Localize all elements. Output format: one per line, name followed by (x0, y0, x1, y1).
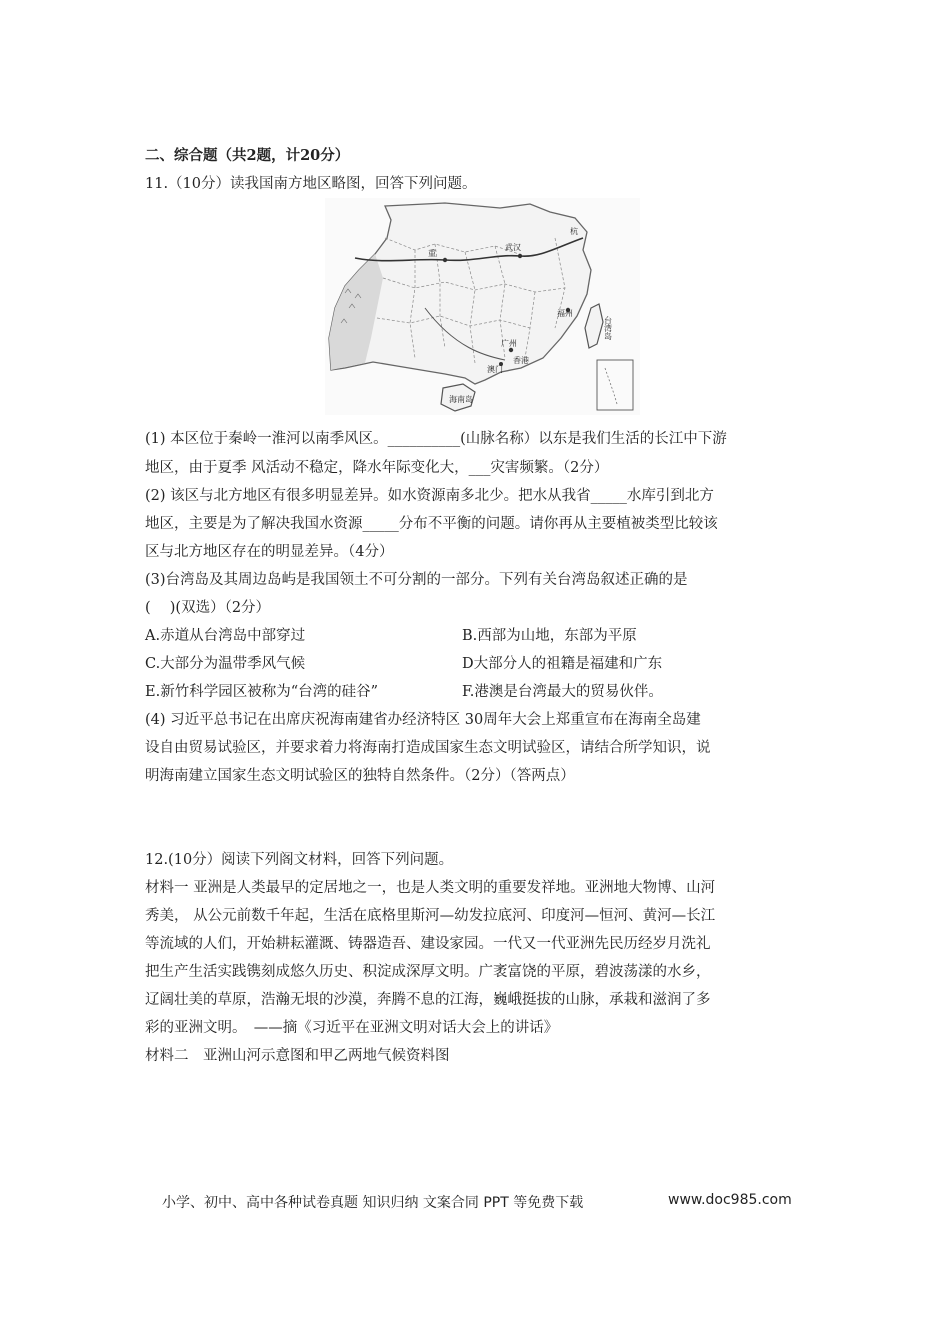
q11-part4-line3: 明海南建立国家生态文明试验区的独特自然条件。（2分）（答两点） (145, 768, 575, 784)
map-label-fuzhou: 福州 (557, 309, 573, 318)
q12-material1-line1: 材料一 亚洲是人类最早的定居地之一，也是人类文明的重要发祥地。亚洲地大物博、山河 (145, 880, 716, 896)
footer-url[interactable]: www.doc985.com (668, 1192, 792, 1208)
q12-material2: 材料二 亚洲山河示意图和甲乙两地气候资料图 (145, 1048, 450, 1064)
q11-part4-line2: 设自由贸易试验区，并要求着力将海南打造成国家生态文明试验区，请结合所学知识，说 (145, 740, 711, 756)
q11-part2-line2: 地区，主要是为了解决我国水资源_____分布不平衡的问题。请你再从主要植被类型比较该 (145, 516, 718, 532)
option-b: B.西部为山地，东部为平原 (462, 628, 637, 644)
option-c: C.大部分为温带季风气候 (145, 656, 306, 672)
question-11-stem: 11.（10分）读我国南方地区略图，回答下列问题。 (145, 176, 477, 192)
q12-material1-line6: 彩的亚洲文明。 ——摘《习近平在亚洲文明对话大会上的讲话》 (145, 1020, 559, 1036)
footer-text: 小学、初中、高中各种试卷真题 知识归纳 文案合同 PPT 等免费下载 (162, 1195, 584, 1211)
q11-part4-line1: (4) 习近平总书记在出席庆祝海南建省办经济特区 30周年大会上郑重宣布在海南全岛建 (145, 712, 701, 728)
map-label-hainan: 海南岛 (449, 395, 473, 404)
map-label-macau: 澳门 (487, 365, 503, 374)
q11-part3-line2: ( )(双选）（2分） (145, 600, 271, 616)
section-title: 二、综合题（共2题，计20分） (145, 147, 350, 164)
option-d: D大部分人的祖籍是福建和广东 (462, 656, 663, 672)
map-label-guangzhou: 广州 (501, 339, 517, 348)
question-12-stem: 12.(10分）阅读下列阁文材料，回答下列问题。 (145, 852, 454, 868)
q11-part3-line1: (3)台湾岛及其周边岛屿是我国领土不可分割的一部分。下列有关台湾岛叙述正确的是 (145, 572, 688, 588)
q11-part1-line1: (1) 本区位于秦岭一淮河以南季风区。__________(山脉名称）以东是我们生活的长江中下游 (145, 431, 727, 447)
q11-part2-line1: (2) 该区与北方地区有很多明显差异。如水资源南多北少。把水从我省_____水库引到北方 (145, 488, 714, 504)
q11-part2-line3: 区与北方地区存在的明显差异。（4分） (145, 544, 394, 560)
q12-material1-line5: 辽阔壮美的草原，浩瀚无垠的沙漠，奔腾不息的江海，巍峨挺拔的山脉，承栽和滋润了多 (145, 992, 711, 1008)
map-label-taiwan: 台湾岛 (603, 316, 613, 340)
option-e: E.新竹科学园区被称为“台湾的硅谷” (145, 684, 379, 700)
map-label-hongkong: 香港 (513, 356, 529, 365)
q12-material1-line3: 等流域的人们，开始耕耘灌溉、铸器造吾、建设家园。一代又一代亚洲先民历经岁月洗礼 (145, 936, 711, 952)
q12-material1-line2: 秀美， 从公元前数千年起，生活在底格里斯河—幼发拉底河、印度河—恒河、黄河—长江 (145, 908, 716, 924)
map-label-hang: 杭 (570, 227, 578, 236)
option-f: F.港澳是台湾最大的贸易伙伴。 (462, 684, 663, 700)
q12-material1-line4: 把生产生活实践镌刻成悠久历史、积淀成深厚文明。广袤富饶的平原，碧波荡漾的水乡， (145, 964, 711, 980)
option-a: A.赤道从台湾岛中部穿过 (145, 628, 306, 644)
map-label-chong: 重 (428, 249, 436, 258)
map-label-wuhan: 武汉 (505, 243, 521, 252)
south-china-map (325, 198, 640, 415)
q11-part1-line2: 地区，由于夏季 风活动不稳定，降水年际变化大，___灾害频繁。（2分） (145, 460, 609, 476)
